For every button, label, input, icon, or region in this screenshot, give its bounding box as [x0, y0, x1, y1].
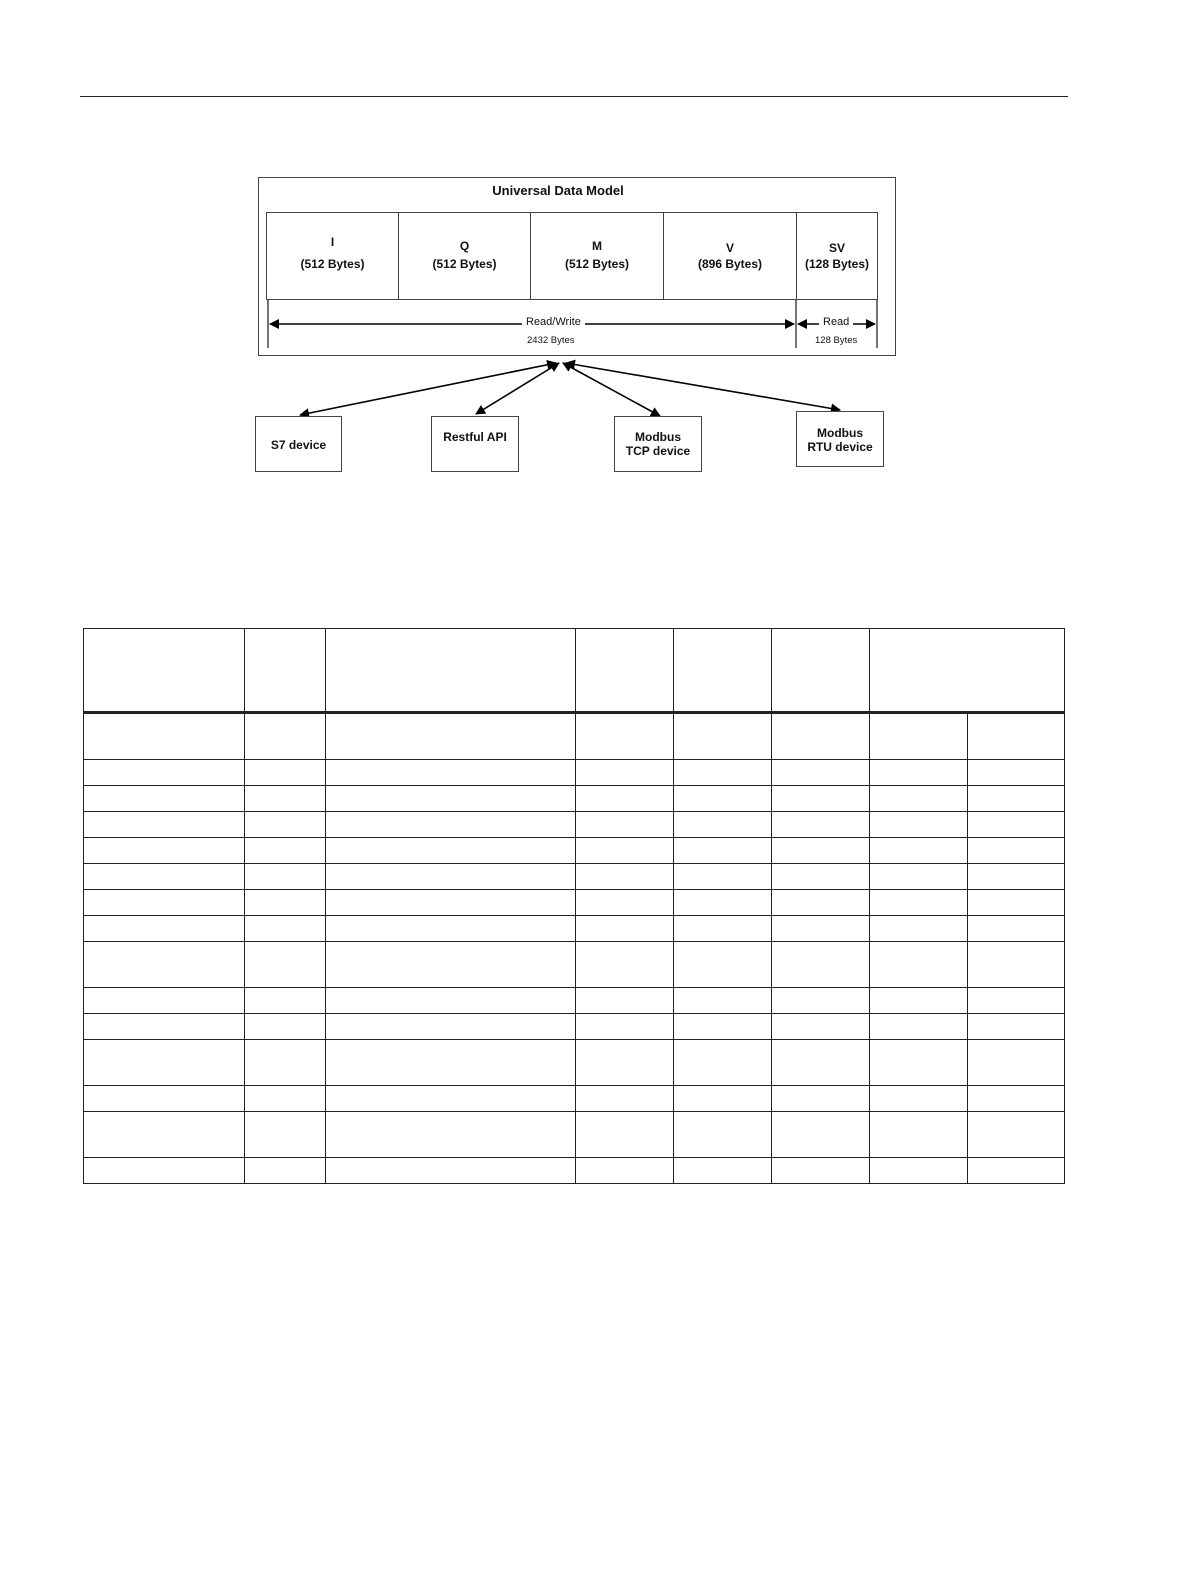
- device-s7: [255, 416, 342, 472]
- table-cell: [576, 812, 674, 838]
- table-cell: [326, 1014, 576, 1040]
- table-cell: [870, 942, 968, 988]
- device-restful-api: [431, 416, 519, 472]
- table-cell: [968, 760, 1065, 786]
- segment-name: SV: [828, 241, 845, 255]
- table-cell: [968, 864, 1065, 890]
- table-cell: [968, 916, 1065, 942]
- table-cell: [84, 1158, 245, 1184]
- table-row: [84, 760, 1065, 786]
- header-cell: [674, 629, 772, 713]
- table-cell: [84, 942, 245, 988]
- device-label: Restful API: [443, 430, 507, 444]
- table-cell: [968, 838, 1065, 864]
- table-cell: [326, 760, 576, 786]
- table-cell: [870, 1112, 968, 1158]
- table-cell: [674, 713, 772, 760]
- table-cell: [674, 1112, 772, 1158]
- table-cell: [772, 1158, 870, 1184]
- table-cell: [968, 1112, 1065, 1158]
- table-cell: [245, 890, 326, 916]
- table-cell: [576, 1040, 674, 1086]
- segment-size: (128 Bytes): [804, 257, 870, 271]
- table-cell: [772, 916, 870, 942]
- table-row: [84, 988, 1065, 1014]
- table-row: [84, 1086, 1065, 1112]
- table-cell: [674, 942, 772, 988]
- table-cell: [772, 1086, 870, 1112]
- data-table: [83, 628, 1065, 1184]
- table-cell: [84, 760, 245, 786]
- table-cell: [245, 1040, 326, 1086]
- device-label: Modbus TCP device: [625, 430, 691, 458]
- header-cell: [870, 629, 1065, 713]
- table-cell: [84, 916, 245, 942]
- table-cell: [674, 988, 772, 1014]
- table-cell: [576, 1014, 674, 1040]
- table-cell: [870, 864, 968, 890]
- table-cell: [576, 942, 674, 988]
- table-cell: [84, 1014, 245, 1040]
- table-cell: [772, 786, 870, 812]
- table-row: [84, 1014, 1065, 1040]
- table-cell: [772, 1112, 870, 1158]
- header-cell: [576, 629, 674, 713]
- table-cell: [674, 838, 772, 864]
- table-cell: [245, 864, 326, 890]
- table-cell: [245, 812, 326, 838]
- table-cell: [968, 786, 1065, 812]
- table-cell: [968, 1158, 1065, 1184]
- table-cell: [576, 786, 674, 812]
- table-cell: [772, 1040, 870, 1086]
- table-cell: [772, 1014, 870, 1040]
- table-cell: [576, 864, 674, 890]
- table-row: [84, 1040, 1065, 1086]
- table-row: [84, 812, 1065, 838]
- table-cell: [84, 890, 245, 916]
- table-cell: [870, 1014, 968, 1040]
- read-write-bytes: 2432 Bytes: [527, 335, 575, 346]
- table-cell: [245, 1086, 326, 1112]
- table-cell: [870, 713, 968, 760]
- table-cell: [674, 786, 772, 812]
- table-cell: [326, 942, 576, 988]
- table-cell: [968, 812, 1065, 838]
- table-cell: [772, 838, 870, 864]
- table-cell: [772, 864, 870, 890]
- table-cell: [870, 838, 968, 864]
- table-cell: [245, 786, 326, 812]
- table-cell: [576, 988, 674, 1014]
- device-label: Modbus RTU device: [807, 426, 873, 454]
- table-cell: [870, 812, 968, 838]
- device-label: S7 device: [270, 438, 327, 452]
- table-cell: [772, 713, 870, 760]
- table-cell: [772, 890, 870, 916]
- table-header-row: [84, 629, 1065, 713]
- table-cell: [772, 942, 870, 988]
- table-cell: [326, 1158, 576, 1184]
- table-cell: [870, 760, 968, 786]
- device-modbus-tcp: [614, 416, 702, 472]
- segment-size: (512 Bytes): [432, 257, 497, 271]
- table-cell: [84, 1040, 245, 1086]
- table-cell: [576, 1112, 674, 1158]
- header-cell: [772, 629, 870, 713]
- table-cell: [674, 1158, 772, 1184]
- table-row: [84, 786, 1065, 812]
- table-cell: [84, 713, 245, 760]
- table-cell: [968, 1014, 1065, 1040]
- table-cell: [326, 838, 576, 864]
- table-cell: [576, 916, 674, 942]
- table-cell: [326, 812, 576, 838]
- table-cell: [84, 786, 245, 812]
- table-row: [84, 916, 1065, 942]
- table-cell: [326, 786, 576, 812]
- table-cell: [245, 760, 326, 786]
- table-cell: [674, 1014, 772, 1040]
- table-cell: [576, 890, 674, 916]
- table-cell: [576, 838, 674, 864]
- table-cell: [674, 760, 772, 786]
- segment-name: M: [592, 239, 602, 253]
- table-cell: [772, 812, 870, 838]
- table-cell: [674, 812, 772, 838]
- table-row: [84, 1112, 1065, 1158]
- table-cell: [326, 988, 576, 1014]
- table-cell: [326, 916, 576, 942]
- table-cell: [245, 1112, 326, 1158]
- table-cell: [245, 916, 326, 942]
- table-cell: [968, 1040, 1065, 1086]
- table-cell: [245, 988, 326, 1014]
- table-cell: [968, 890, 1065, 916]
- table-cell: [870, 916, 968, 942]
- udm-title: Universal Data Model: [492, 183, 624, 198]
- segment-name: V: [725, 241, 734, 255]
- table-cell: [576, 760, 674, 786]
- table-cell: [84, 1086, 245, 1112]
- table-cell: [84, 1112, 245, 1158]
- table-cell: [326, 1040, 576, 1086]
- table-cell: [326, 1112, 576, 1158]
- table-cell: [326, 890, 576, 916]
- table-cell: [870, 988, 968, 1014]
- table-cell: [576, 1158, 674, 1184]
- table-cell: [870, 1040, 968, 1086]
- segment-size: (512 Bytes): [564, 257, 630, 271]
- table-row: [84, 864, 1065, 890]
- table-cell: [326, 864, 576, 890]
- header-cell: [84, 629, 245, 713]
- table-cell: [84, 812, 245, 838]
- table-row: [84, 713, 1065, 760]
- device-modbus-rtu: [796, 411, 884, 467]
- table-cell: [674, 916, 772, 942]
- table-cell: [968, 713, 1065, 760]
- table-cell: [968, 1086, 1065, 1112]
- table-cell: [245, 838, 326, 864]
- table-cell: [245, 1014, 326, 1040]
- table-cell: [326, 1086, 576, 1112]
- table-row: [84, 890, 1065, 916]
- table-cell: [576, 1086, 674, 1112]
- table-cell: [245, 1158, 326, 1184]
- read-write-label: Read/Write: [522, 316, 585, 328]
- table-cell: [326, 713, 576, 760]
- table-cell: [968, 988, 1065, 1014]
- table-row: [84, 1158, 1065, 1184]
- table-cell: [870, 890, 968, 916]
- diagram-arrows: [0, 0, 1191, 520]
- header-cell: [326, 629, 576, 713]
- table-cell: [870, 1086, 968, 1112]
- read-bytes: 128 Bytes: [815, 335, 858, 346]
- table-cell: [674, 864, 772, 890]
- table-cell: [84, 864, 245, 890]
- table-cell: [772, 760, 870, 786]
- table-cell: [674, 1040, 772, 1086]
- table-cell: [245, 713, 326, 760]
- table-cell: [84, 838, 245, 864]
- read-label: Read: [819, 316, 853, 328]
- table-cell: [576, 713, 674, 760]
- universal-data-model-diagram: [0, 0, 1191, 520]
- table-cell: [870, 1158, 968, 1184]
- segment-size: (512 Bytes): [300, 257, 365, 271]
- table-cell: [674, 890, 772, 916]
- table-cell: [968, 942, 1065, 988]
- table-row: [84, 838, 1065, 864]
- segment-name: I: [330, 235, 335, 249]
- table-cell: [245, 942, 326, 988]
- table-cell: [772, 988, 870, 1014]
- segment-size: (896 Bytes): [697, 257, 763, 271]
- table-row: [84, 942, 1065, 988]
- segment-name: Q: [459, 239, 470, 253]
- header-cell: [245, 629, 326, 713]
- table-cell: [674, 1086, 772, 1112]
- table-cell: [84, 988, 245, 1014]
- table-cell: [870, 786, 968, 812]
